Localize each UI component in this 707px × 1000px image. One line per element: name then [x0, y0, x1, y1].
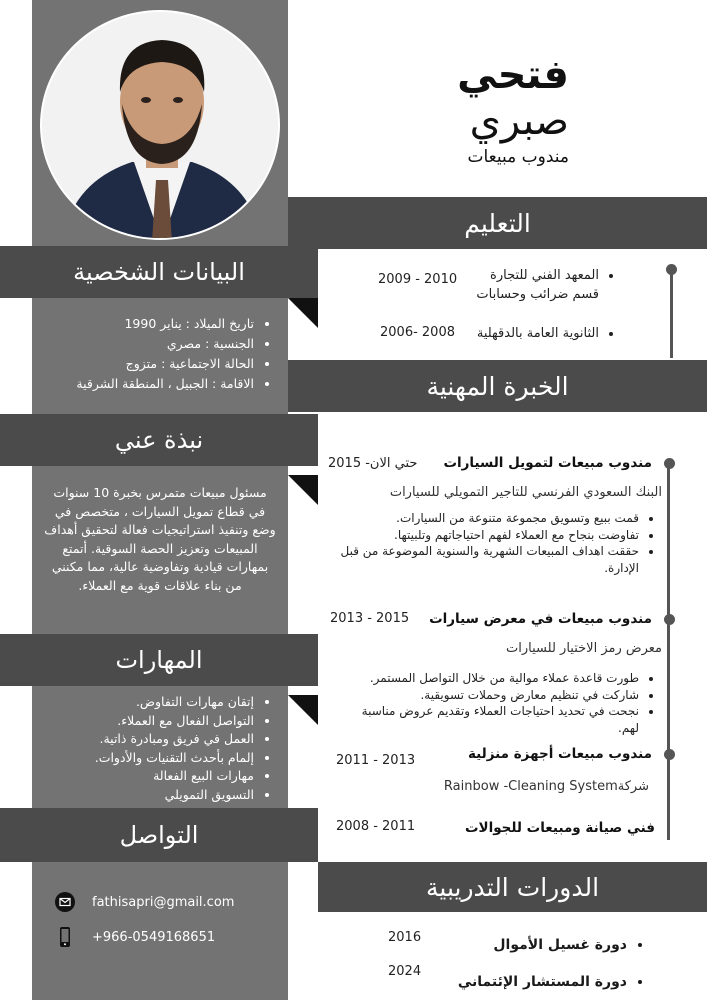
contact-email[interactable]: fathisapri@gmail.com: [92, 894, 235, 910]
job-title-item: مندوب مبيعات لتمويل السيارات: [443, 455, 652, 471]
job-bullet: • نجحت في تحديد احتياجات العملاء وتقديم عروض مناسبة لهم.: [337, 703, 639, 736]
job-bullet: • حققت اهداف المبيعات الشهرية والسنوية الموضوعة من قبل الإدارة.: [337, 543, 639, 576]
contact-phone-row[interactable]: [54, 926, 215, 948]
skill-item: • إتقان مهارات التفاوض.: [40, 693, 254, 712]
courses-list: [387, 927, 647, 1000]
about-text: مسئول مبيعات متمرس بخبرة 10 سنوات في قطاع تمويل السيارات ، متخصص في وضع وتنفيذ استراتيجيات فعالة لتحقيق أهداف المبيعات وتعزيز الحصة السوقية. أتمتع بمهارات قيادية وتفاوضية عالية، مما مكنني من بناء علاقات قوية مع العملاء.: [44, 485, 276, 593]
last-name: صبري: [469, 98, 569, 144]
course-date: 2016: [388, 930, 422, 945]
about-heading: نبذة عني: [0, 414, 318, 466]
skill-item: • التسويق التمويلي: [40, 786, 254, 805]
skill-item: • التواصل الفعال مع العملاء.: [40, 712, 254, 731]
course-item: • دورة غسيل الأموال: [387, 927, 627, 964]
education-school: الثانوية العامة بالدقهلية: [476, 326, 599, 341]
job-bullets: [337, 510, 657, 576]
personal-item: • الاقامة : الجبيل ، المنطقة الشرقية: [40, 374, 254, 394]
band-fold: [288, 298, 318, 328]
skill-item: • العمل في فريق ومبادرة ذاتية.: [40, 730, 254, 749]
education-date: 2006- 2008: [380, 325, 455, 340]
job-company: Rainbow -Cleaning Systemشركة: [443, 779, 649, 794]
job-company: البنك السعودي الفرنسي للتاجير التمويلي للسيارات: [389, 485, 662, 500]
job-bullet: • طورت قاعدة عملاء موالية من خلال التواصل المستمر.: [337, 670, 639, 687]
contact-email-row[interactable]: [54, 891, 234, 913]
experience-heading: الخبرة المهنية: [288, 360, 707, 412]
phone-icon: [54, 926, 76, 948]
personal-list: [40, 314, 272, 394]
education-department: قسم ضرائب وحسابات: [476, 287, 599, 302]
job-date: 2013 - 2015: [330, 611, 410, 626]
timeline-line: [670, 274, 673, 358]
job-date: 2011 - 2013: [336, 753, 416, 768]
job-title-item: فني صيانة ومبيعات للجوالات: [464, 820, 655, 836]
education-school: المعهد الفني للتجارة: [490, 268, 599, 283]
education-date: 2009 - 2010: [378, 272, 458, 287]
first-name: فتحي: [457, 52, 569, 98]
contact-phone[interactable]: +966-0549168651: [92, 929, 216, 945]
job-bullet: • شاركت في تنظيم معارض وحملات تسويقية.: [337, 687, 639, 704]
job-bullet: • تفاوضت بنجاح مع العملاء لفهم احتياجاتهم وتلبيتها.: [337, 527, 639, 544]
timeline-dot: [664, 458, 675, 469]
job-date: 2015 -حتي الان: [328, 456, 418, 471]
skill-item: • إلمام بأحدث التقنيات والأدوات.: [40, 749, 254, 768]
email-icon: [54, 891, 76, 913]
education-heading: التعليم: [288, 197, 707, 249]
job-company: معرض رمز الاختيار للسيارات: [506, 641, 662, 656]
courses-heading: الدورات التدريبية: [318, 862, 707, 912]
job-title: مندوب مبيعات: [467, 147, 569, 167]
job-bullets: [337, 670, 657, 736]
course-item: • دورة المستشار الإئتماني: [387, 964, 627, 1000]
timeline-line: [667, 460, 670, 840]
job-title-item: مندوب مبيعات في معرض سيارات: [429, 611, 652, 627]
personal-heading: البيانات الشخصية: [0, 246, 318, 298]
job-date: 2008 - 2011: [336, 819, 416, 834]
band-fold: [288, 475, 318, 505]
timeline-dot: [664, 614, 675, 625]
band-fold: [288, 695, 318, 725]
skill-item: • مهارات البيع الفعالة: [40, 767, 254, 786]
personal-item: • الحالة الاجتماعية : متزوج: [40, 354, 254, 374]
job-bullet: • قمت ببيع وتسويق مجموعة متنوعة من السيارات.: [337, 510, 639, 527]
job-title-item: مندوب مبيعات أجهزة منزلية: [467, 746, 652, 762]
contact-heading: التواصل: [0, 808, 318, 862]
skills-list: [40, 693, 272, 804]
personal-item: • الجنسية : مصري: [40, 334, 254, 354]
timeline-dot: [664, 749, 675, 760]
personal-item: • تاريخ الميلاد : يناير 1990: [40, 314, 254, 334]
profile-photo: [40, 10, 280, 240]
course-date: 2024: [388, 964, 422, 979]
skills-heading: المهارات: [0, 634, 318, 686]
